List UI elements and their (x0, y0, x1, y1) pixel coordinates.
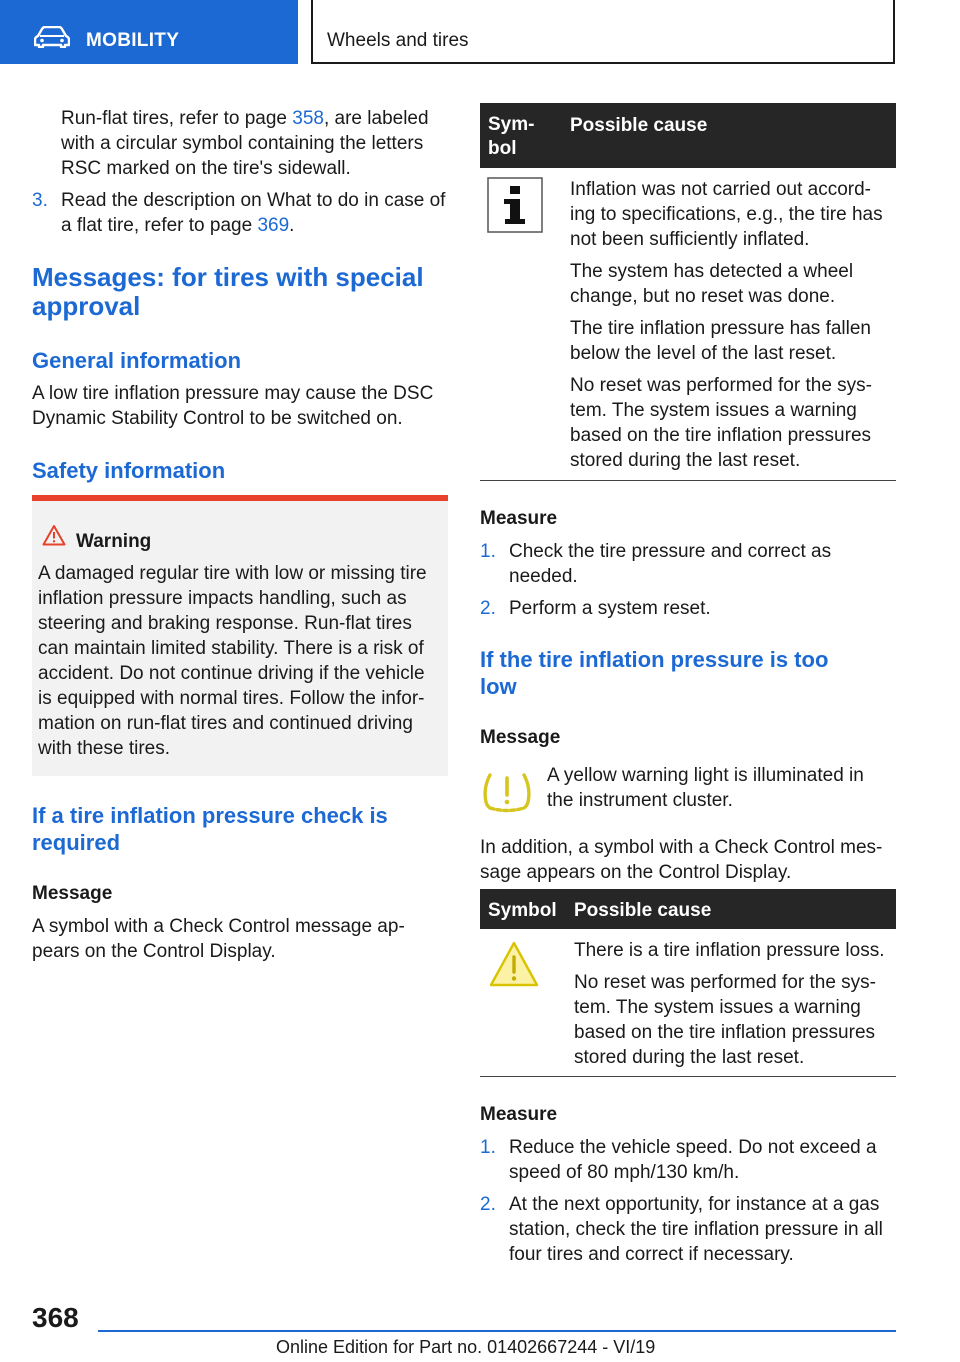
table1-col-cause: Possible cause (570, 115, 708, 136)
step-line: At the next opportunity, for instance at a gas (509, 1194, 880, 1215)
cause-line: change, but no reset was done. (570, 286, 836, 307)
table2-cause-cell (574, 938, 892, 1070)
step-number: 3. (32, 190, 48, 211)
col-label: Sym- (488, 114, 535, 135)
measure-step-1 (509, 539, 894, 589)
step-number: 2. (480, 598, 496, 619)
message-line: pears on the Control Display. (32, 941, 276, 962)
footer-rule (98, 1330, 896, 1332)
warning-line: accident. Do not continue driving if the vehicle (38, 663, 425, 684)
warning-line: can maintain limited stability. There is a risk of (38, 638, 424, 659)
subheading-message: Message (32, 883, 113, 904)
cause-paragraph (570, 316, 890, 366)
addition-line: In addition, a symbol with a Check Control mes- (480, 837, 883, 858)
message-line: A symbol with a Check Control message ap- (32, 916, 405, 937)
step-text: a flat tire, refer to page (61, 215, 258, 236)
warning-line: mation on run-flat tires and continued driving (38, 713, 413, 734)
heading-line: If a tire inflation pressure check is (32, 803, 388, 828)
heading-line: approval (32, 291, 141, 321)
table1-cause-cell (570, 177, 890, 473)
measure-step-2: Perform a system reset. (509, 598, 711, 619)
measure2-step-2 (509, 1192, 894, 1267)
warning-line: A damaged regular tire with low or missing tire (38, 563, 427, 584)
cause-paragraph (570, 259, 890, 309)
table2-bottom-rule (480, 1076, 896, 1077)
page-link-369[interactable]: 369 (257, 215, 290, 236)
cause-paragraph: There is a tire inflation pressure loss. (574, 940, 885, 961)
cause-line: No reset was performed for the sys- (574, 972, 876, 993)
cause-line: Inflation was not carried out accord- (570, 179, 871, 200)
subheading-message: Message (480, 727, 561, 748)
general-line: A low tire inflation pressure may cause the DSC (32, 383, 434, 404)
page-number: 368 (32, 1302, 79, 1333)
addition-line: sage appears on the Control Display. (480, 862, 792, 883)
section-title-box (311, 0, 895, 64)
table1-col-symbol (488, 113, 534, 161)
subheading-measure: Measure (480, 1104, 558, 1125)
cause-line: ing to specifications, e.g., the tire has (570, 204, 883, 225)
cause-paragraph (574, 970, 892, 1070)
heading-messages (32, 263, 424, 321)
heading-line: low (480, 674, 517, 699)
heading-general-information: General information (32, 348, 242, 373)
warning-title: Warning (76, 531, 152, 552)
cause-line: based on the tire inflation pressures (574, 1022, 876, 1043)
footer-edition: Online Edition for Part no. 01402667244 - VI/19 (276, 1337, 656, 1357)
cause-line: based on the tire inflation pressures (570, 425, 872, 446)
step-number: 1. (480, 541, 496, 562)
message-line: A yellow warning light is illuminated in (547, 765, 864, 786)
cause-line: not been sufficiently inflated. (570, 229, 810, 250)
header-tab-label: MOBILITY (86, 30, 180, 51)
warning-triangle-icon (488, 940, 540, 988)
cause-line: stored during the last reset. (574, 1047, 805, 1068)
tire-pressure-warning-icon (480, 770, 534, 814)
warning-line: is equipped with normal tires. Follow the infor- (38, 688, 425, 709)
heading-line: If the tire inflation pressure is too (480, 647, 829, 672)
step-number: 1. (480, 1137, 496, 1158)
cause-paragraph (570, 177, 890, 252)
warning-line: with these tires. (38, 738, 170, 759)
car-icon (34, 26, 70, 48)
measure2-step-1 (509, 1135, 894, 1185)
cause-line: below the level of the last reset. (570, 343, 837, 364)
warning-line: steering and braking response. Run-flat tires (38, 613, 412, 634)
step-line: four tires and correct if necessary. (509, 1244, 794, 1265)
step-3 (61, 188, 451, 238)
heading-line: required (32, 830, 121, 855)
general-paragraph (32, 381, 452, 431)
table2-col-symbol: Symbol (488, 900, 557, 921)
intro-paragraph (61, 106, 451, 181)
heading-pressure-too-low (480, 646, 828, 700)
heading-safety-information: Safety information (32, 458, 226, 483)
step-number: 2. (480, 1194, 496, 1215)
cause-paragraph (570, 373, 890, 473)
intro-line: RSC marked on the tire's sidewall. (61, 158, 351, 179)
section-title: Wheels and tires (327, 30, 469, 51)
info-icon (487, 177, 543, 233)
cause-line: The tire inflation pressure has fallen (570, 318, 871, 339)
warning-body (38, 561, 438, 761)
cause-line: The system has detected a wheel (570, 261, 854, 282)
general-line: Dynamic Stability Control to be switched on. (32, 408, 403, 429)
step-line: Check the tire pressure and correct as (509, 541, 832, 562)
step-line: speed of 80 mph/130 km/h. (509, 1162, 740, 1183)
header-tab-mobility[interactable] (0, 0, 298, 64)
subheading-measure: Measure (480, 508, 558, 529)
col-label: bol (488, 138, 517, 159)
cause-line: No reset was performed for the sys- (570, 375, 872, 396)
intro-text: Run-flat tires, refer to page (61, 108, 293, 129)
table2-col-cause: Possible cause (574, 900, 712, 921)
cause-line: tem. The system issues a warning (570, 400, 857, 421)
table2-header (480, 889, 896, 929)
heading-line: Messages: for tires with special (32, 262, 424, 292)
step-text-post: . (289, 215, 295, 236)
page-link-358[interactable]: 358 (292, 108, 324, 129)
table1-bottom-rule (480, 480, 896, 481)
step-line: Read the description on What to do in case of (61, 190, 446, 211)
message-warning-light (547, 763, 892, 813)
warning-line: inflation pressure impacts handling, such as (38, 588, 407, 609)
step-line: Reduce the vehicle speed. Do not exceed a (509, 1137, 877, 1158)
step-line: station, check the tire inflation pressure in all (509, 1219, 883, 1240)
cause-line: stored during the last reset. (570, 450, 801, 471)
addition-paragraph (480, 835, 895, 885)
message-paragraph (32, 914, 452, 964)
heading-pressure-check (32, 802, 388, 856)
intro-text-post: , are labeled (323, 108, 429, 129)
warning-triangle-icon (42, 524, 66, 546)
message-line: the instrument cluster. (547, 790, 733, 811)
step-line: needed. (509, 566, 578, 587)
intro-line: with a circular symbol containing the letters (61, 133, 424, 154)
warning-box (32, 495, 448, 776)
table1-header (480, 103, 896, 168)
cause-line: tem. The system issues a warning (574, 997, 861, 1018)
